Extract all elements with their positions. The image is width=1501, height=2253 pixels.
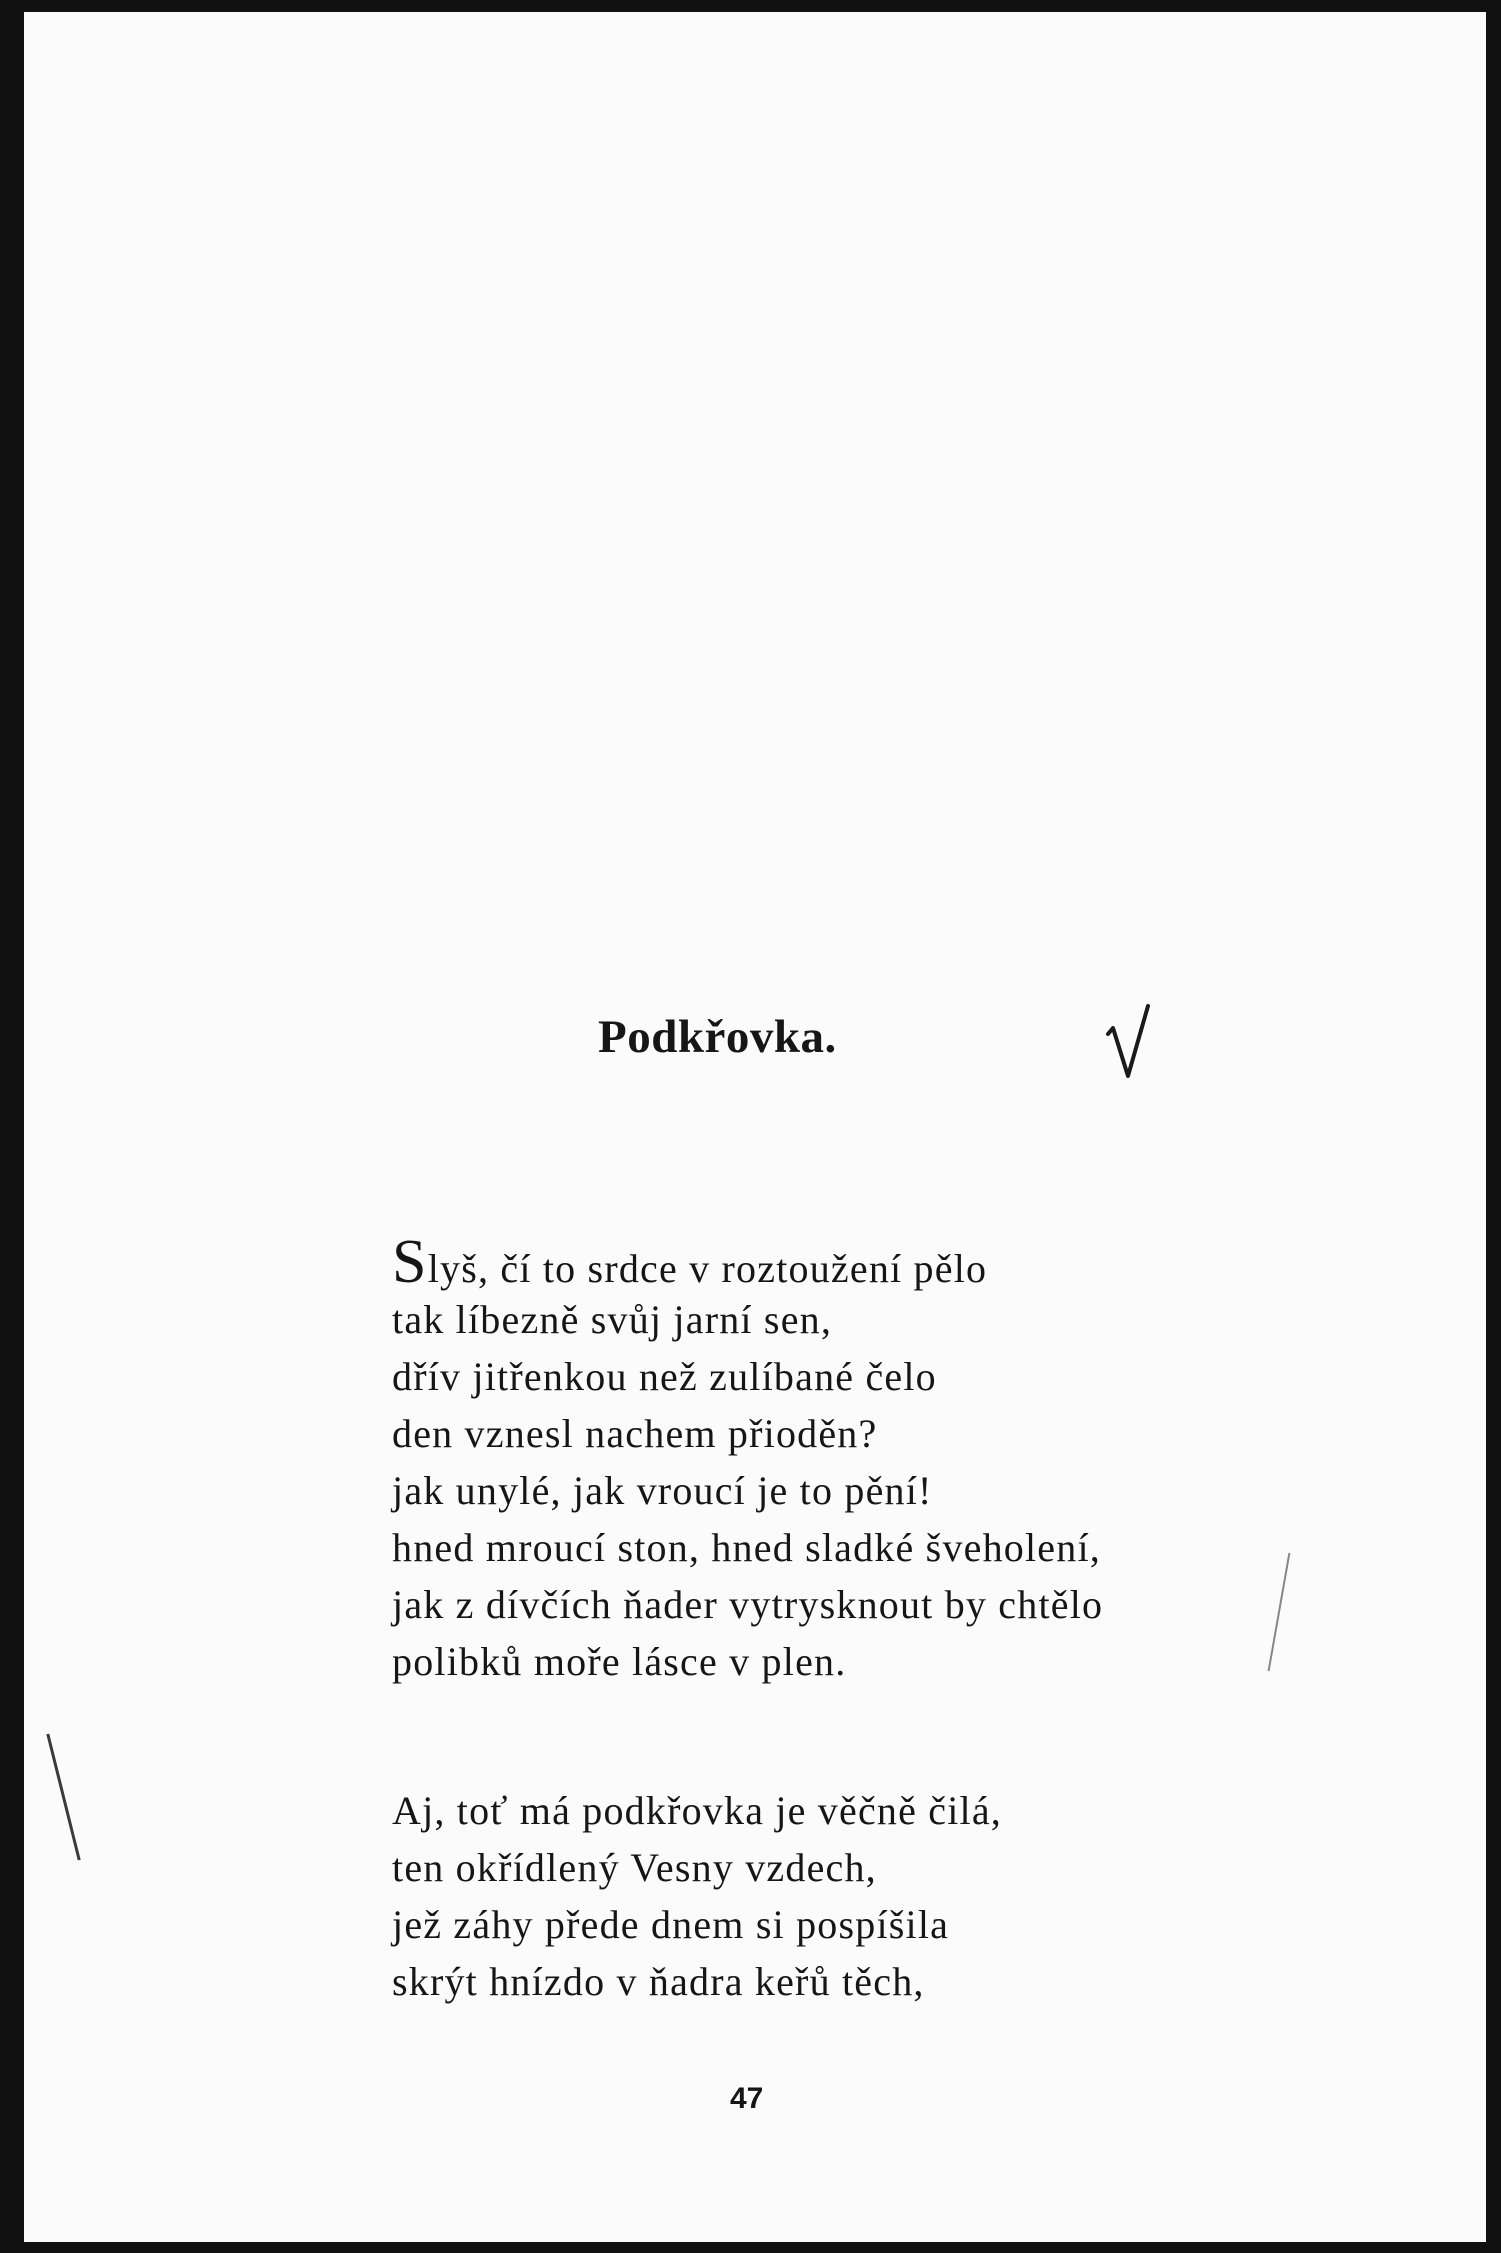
stanza-2 (392, 1782, 1002, 2010)
verse-line: jak unylé, jak vroucí je to pění! (392, 1468, 933, 1513)
verse-line: polibků moře lásce v plen. (392, 1639, 847, 1684)
margin-pencil-mark (46, 1734, 80, 1861)
verse-line: jak z dívčích ňader vytrysknout by chtělo (392, 1582, 1104, 1627)
stanza-1 (392, 1228, 1104, 1690)
verse-line: ten okřídlený Vesny vzdech, (392, 1845, 877, 1890)
verse-line: den vznesl nachem přioděn? (392, 1411, 878, 1456)
margin-pencil-mark (1268, 1553, 1291, 1672)
page-number: 47 (730, 2082, 764, 2115)
check-mark-icon (1104, 1004, 1154, 1084)
verse-line: tak líbezně svůj jarní sen, (392, 1297, 833, 1342)
verse-text: lyš, čí to srdce v roztoužení pělo (427, 1246, 988, 1291)
verse-line: hned mroucí ston, hned sladké šveholení, (392, 1525, 1101, 1570)
drop-initial: S (392, 1228, 428, 1296)
verse-line: Aj, toť má podkřovka je věčně čilá, (392, 1788, 1003, 1833)
verse-line: skrýt hnízdo v ňadra keřů těch, (392, 1959, 925, 2004)
poem-title: Podkřovka. (598, 1011, 837, 1063)
verse-line: dřív jitřenkou než zulíbané čelo (392, 1354, 937, 1399)
book-page (24, 12, 1486, 2242)
verse-line (392, 1228, 1103, 1296)
verse-line: jež záhy přede dnem si pospíšila (392, 1902, 950, 1947)
